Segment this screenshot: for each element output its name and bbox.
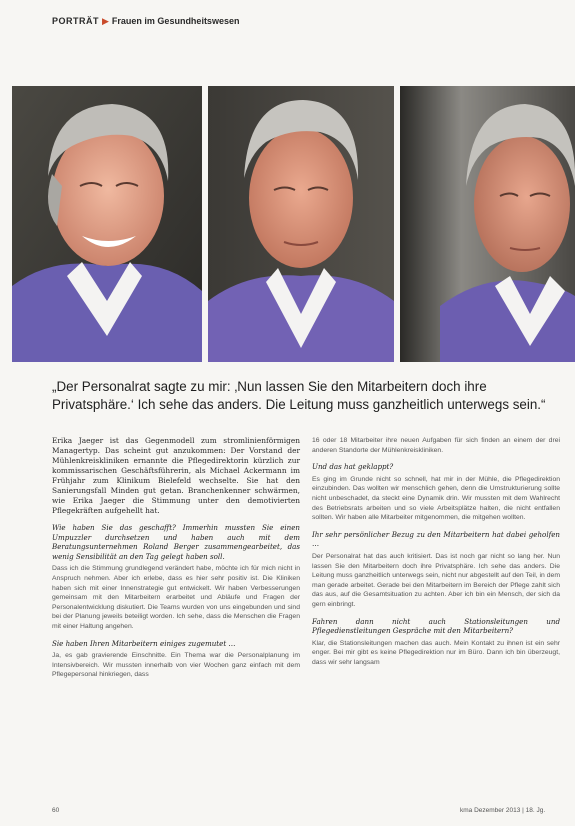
- portrait-serious-photo: [208, 86, 394, 362]
- section-header: [52, 16, 239, 27]
- interview-question: Und das hat geklappt?: [312, 462, 394, 472]
- portrait-smiling-photo: [12, 86, 202, 362]
- magazine-issue: kma Dezember 2013 | 18. Jg.: [460, 807, 546, 814]
- interview-answer: Der Personalrat hat das auch kritisiert. Das ist noch gar nicht so lang her. Nun lassen Sie den Mitarbeitern doch ihre Privatsphäre. Ich sehe das anders. Die Leitung muss ganzheitlich unterwegs sein, nicht nur abgestellt auf den Teil, in dem man gerade arbeitet. Gerade bei den Mitarbeitern im Bereich der Pflege zahlt sich das aus, auf die Gesamtsituation zu achten. Aber ich bin ein Mensch, der sich da gern einbringt.: [312, 552, 560, 608]
- photo-strip: [12, 86, 575, 362]
- interview-question: Ihr sehr persönlicher Bezug zu den Mitarbeitern hat dabei geholfen …: [312, 529, 560, 549]
- interview-answer: 16 oder 18 Mitarbeiter ihre neuen Aufgaben für sich finden an einem der drei anderen Standorte der Mühlenkreiskliniken.: [312, 437, 560, 454]
- interview-answer: Dass ich die Stimmung grundlegend verändert habe, möchte ich für mich nicht in Anspruch nehmen. Aber ich erlebe, dass es hier sehr positiv ist. Die Kliniken haben sich mit einer Innenstrategie gut entwickelt. Wir haben Verbesserungen gemeinsam mit den Mitarbeitern erarbeitet und Abläufe und Fragen der Personalentwicklung diskutiert. Die Teams wurden von uns eingebunden und sind bei der Planung jeweils beteiligt worden. Ich sehe, dass die Menschen die Fragen mit einer Haltung angehen.: [52, 565, 300, 630]
- portrait-profile-photo: [400, 86, 575, 362]
- interview-question: Sie haben Ihren Mitarbeitern einiges zugemutet …: [52, 638, 236, 648]
- section-subtitle: Frauen im Gesundheitswesen: [111, 16, 240, 26]
- section-label: PORTRÄT: [52, 16, 99, 26]
- article-column-left: [52, 436, 300, 685]
- pull-quote: „Der Personalrat sagte zu mir: ‚Nun lassen Sie den Mitarbeitern doch ihre Privatsphäre.‘ Ich sehe das anders. Die Leitung muss ganzheitlich unterwegs sein.“: [52, 379, 546, 412]
- interview-question: Fahren dann nicht auch Stationsleitungen und Pflegedienstleitungen Gespräche mit den Mitarbeitern?: [312, 616, 560, 636]
- article-column-right: [312, 436, 560, 672]
- lead-paragraph: Erika Jaeger ist das Gegenmodell zum stromlinienförmigen Managertyp. Das scheint gut anzukommen: Der Vorstand der Mühlenkreiskliniken ernannte die Pflegedirektorin kürzlich zur kommissarischen Geschäftsführerin, als Michael Ackermann im Frühjahr zum Klinikum Bielefeld wechselte. Sie hat den Sanierungsfall Minden gut getan. Branchenkenner schwärmen, wie Erika Jaeger die Stimmung unter den demotivierten Pflegekräften aufgehellt hat.: [52, 436, 300, 515]
- interview-question: Wie haben Sie das geschafft? Immerhin mussten Sie einen Umpuzzler durchsetzen und haben auch mit dem Beratungsunternehmen Roland Berger zusammengearbeitet, das wenig Sensibilität an den Tag gelegt haben soll.: [52, 523, 300, 561]
- page-number: 60: [52, 807, 60, 814]
- interview-answer: Ja, es gab gravierende Einschnitte. Ein Thema war die Personalplanung im Intensivbereich. Wir mussten innerhalb von vier Wochen ganz einfach mit dem Pflegepersonal hinkriegen, dass: [52, 652, 300, 679]
- interview-answer: Klar, die Stationsleitungen machen das auch. Mein Kontakt zu ihnen ist ein sehr enger. Bei mir gibt es keine Pflegedirektion nur im Büro. Dann ich bin überzeugt, dass wir sehr langsam: [312, 639, 560, 666]
- arrow-icon: ▶: [102, 16, 109, 26]
- interview-answer: Es ging im Grunde nicht so schnell, hat mir in der Mühle, die Pflegedirektion einzubinden. Das wollten wir menschlich gehen, denn die Umstrukturierung sollte nicht unbeschadet, da steckt eine Dynamik drin. Wir mussten mit dem Wahlrecht des Betriebsrats arbeiten und so viele Arbeitsplätze halten, die nicht entfallen sollten. Wir haben alle Mitarbeiter mitgenommen, die mitgehen wollten.: [312, 475, 560, 522]
